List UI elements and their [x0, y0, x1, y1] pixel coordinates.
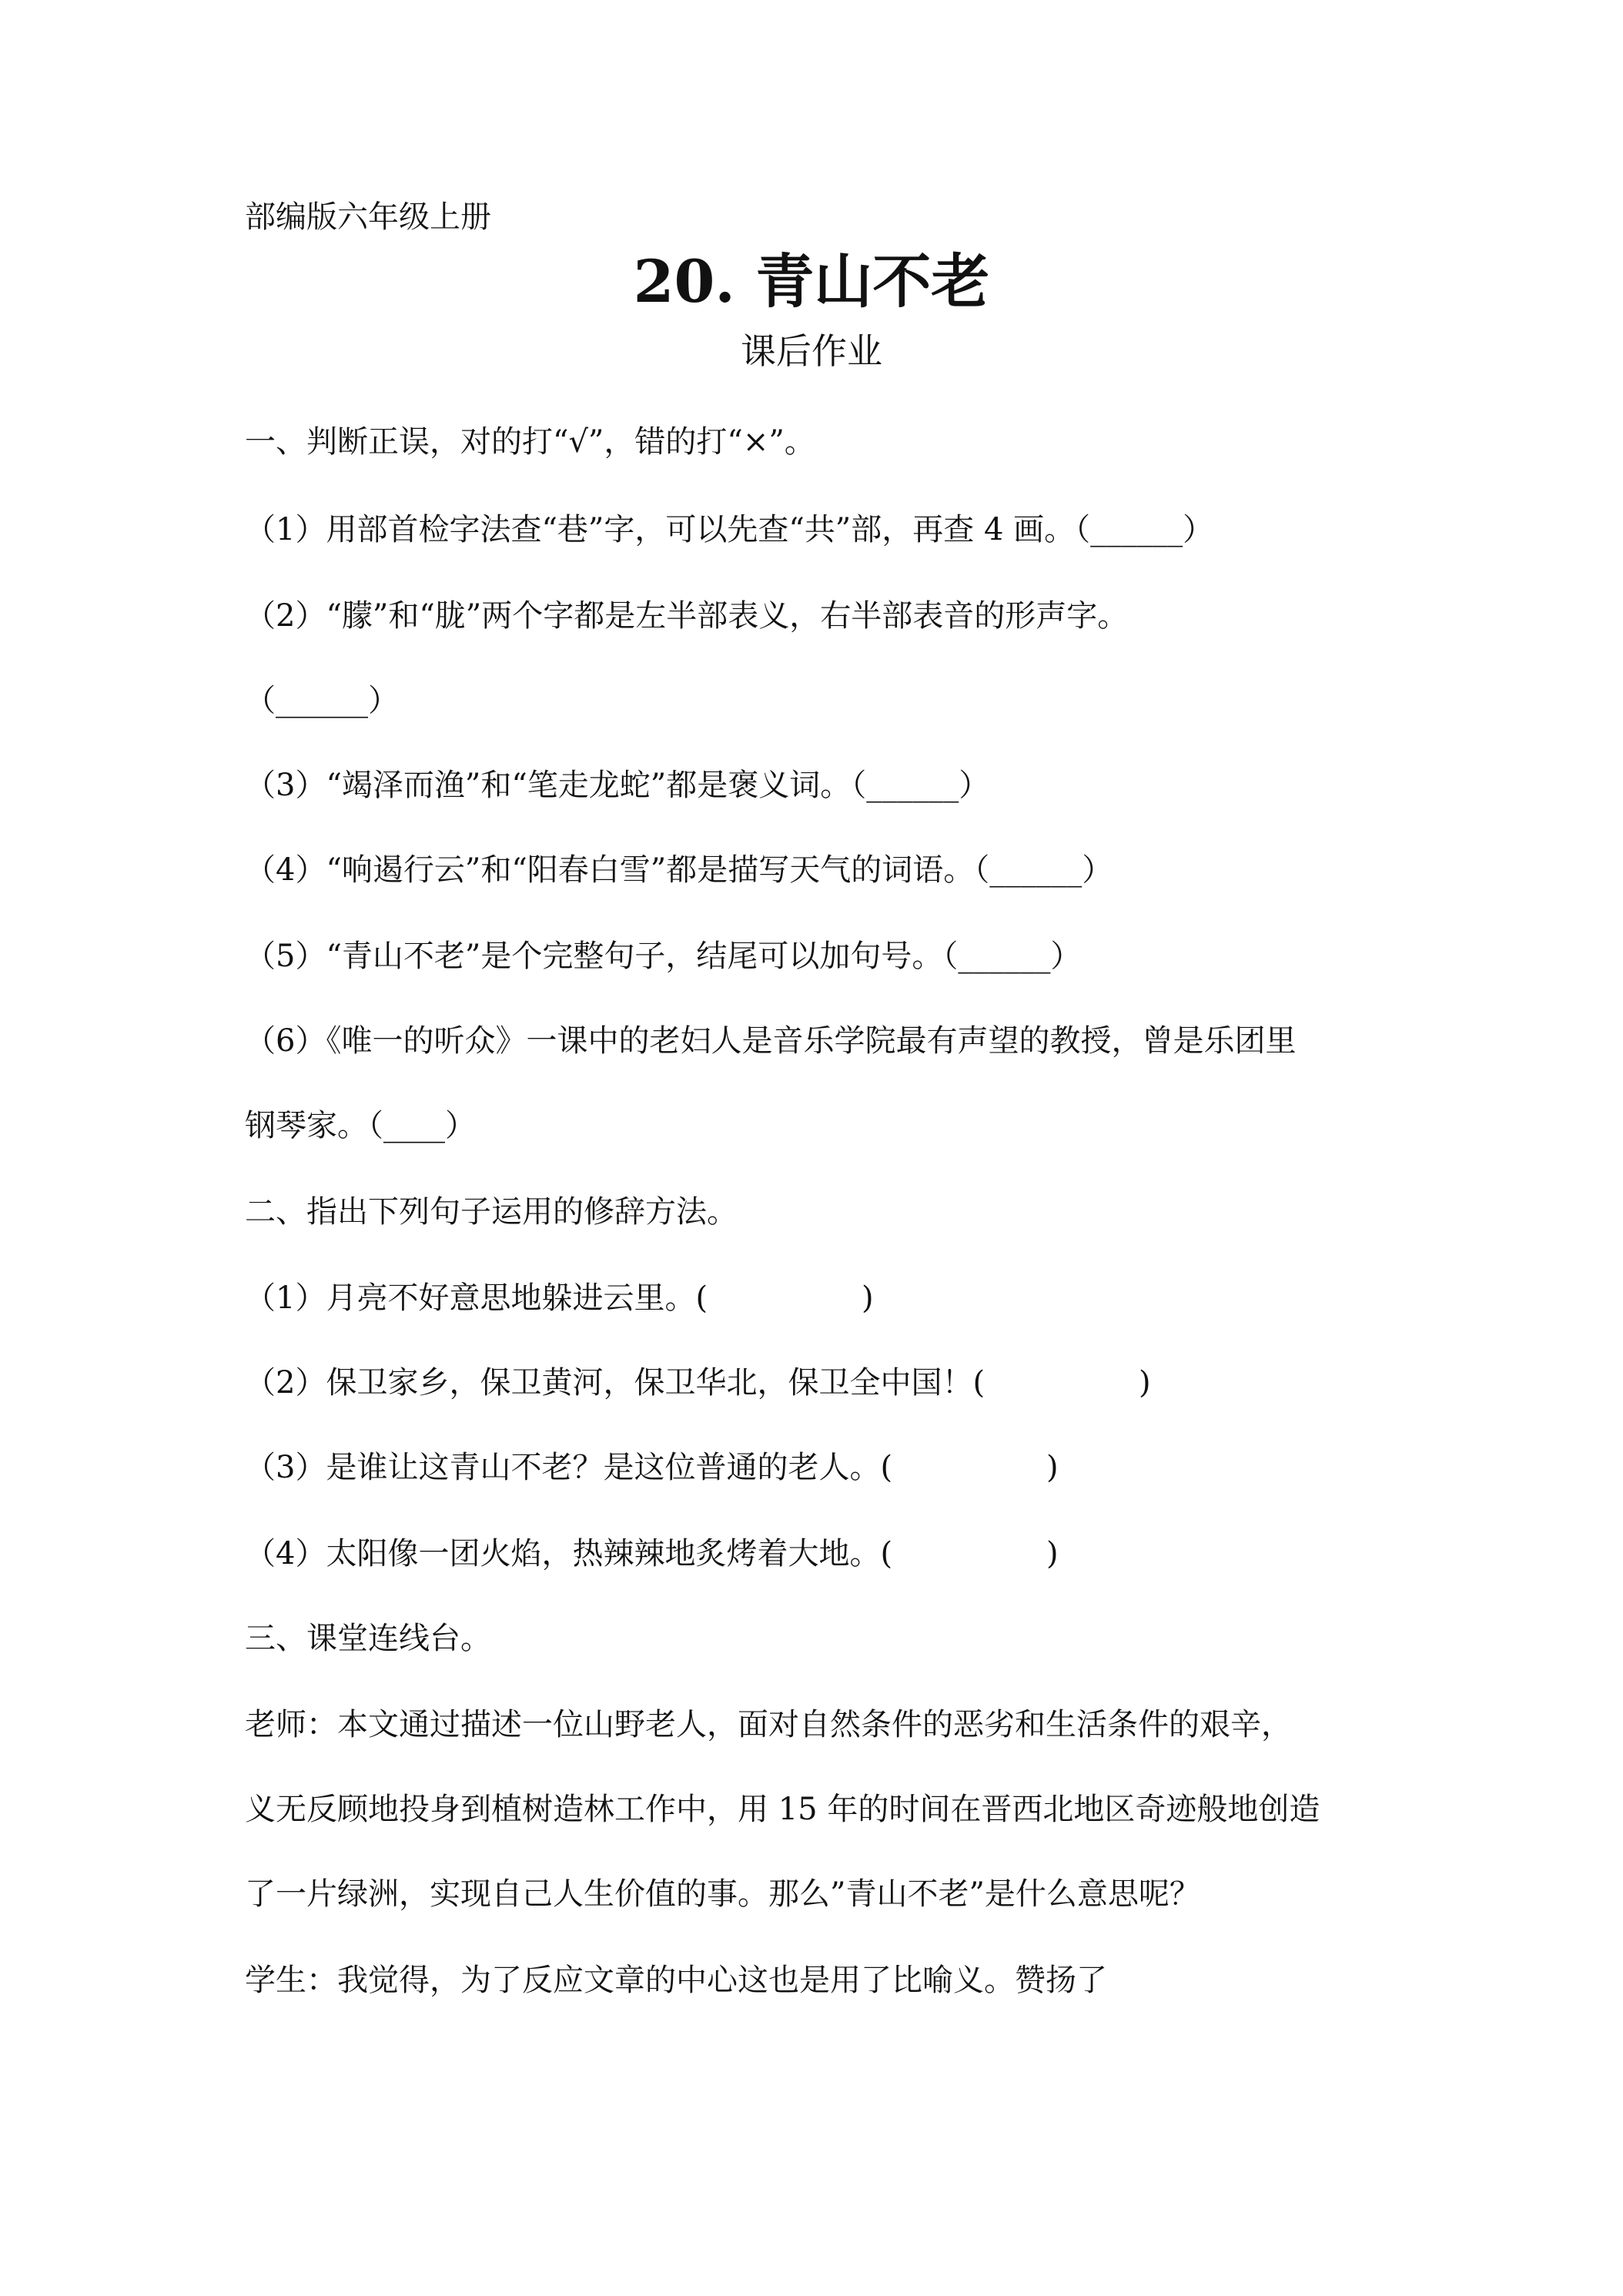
teacher-text-line-1: 老师：本文通过描述一位山野老人，面对自然条件的恶劣和生活条件的艰辛，: [245, 1707, 1292, 1742]
section1-question-4: （4）“响遏行云”和“阳春白雪”都是描写天气的词语。（______）: [245, 852, 1113, 888]
section1-question-3: （3）“竭泽而渔”和“笔走龙蛇”都是褒义词。（______）: [245, 768, 990, 803]
section3-heading: 三、课堂连线台。: [245, 1621, 491, 1656]
section1-question-5: （5）“青山不老”是个完整句子，结尾可以加句号。（______）: [245, 939, 1082, 974]
section1-question-2-answer: （______）: [245, 683, 399, 718]
section2-question-1: （1）月亮不好意思地躲进云里。( ): [245, 1280, 874, 1316]
page-subtitle: 课后作业: [741, 330, 882, 372]
student-text-line-1: 学生：我觉得，为了反应文章的中心这也是用了比喻义。赞扬了: [245, 1963, 1107, 1998]
section1-question-2: （2）“朦”和“胧”两个字都是左半部表义，右半部表音的形声字。: [245, 598, 1129, 634]
section1-heading: 一、判断正误，对的打“√”，错的打“×”。: [245, 424, 815, 460]
section1-question-6-cont: 钢琴家。（____）: [245, 1108, 476, 1143]
section2-heading: 二、指出下列句子运用的修辞方法。: [245, 1194, 738, 1230]
grade-label: 部编版六年级上册: [245, 199, 491, 235]
page-title: 20. 青山不老: [633, 247, 990, 316]
section2-question-2: （2）保卫家乡，保卫黄河，保卫华北，保卫全中国！( ): [245, 1365, 1151, 1401]
section1-question-1: （1）用部首检字法查“巷”字，可以先查“共”部，再查 4 画。（______）: [245, 512, 1214, 547]
section2-question-4: （4）太阳像一团火焰，热辣辣地炙烤着大地。( ): [245, 1536, 1059, 1571]
section1-question-6: （6）《唯一的听众》一课中的老妇人是音乐学院最有声望的教授，曾是乐团里: [245, 1023, 1297, 1059]
teacher-text-line-3: 了一片绿洲，实现自己人生价值的事。那么”青山不老”是什么意思呢？: [245, 1876, 1200, 1912]
teacher-text-line-2: 义无反顾地投身到植树造林工作中，用 15 年的时间在晋西北地区奇迹般地创造: [245, 1792, 1320, 1827]
section2-question-3: （3）是谁让这青山不老？是这位普通的老人。( ): [245, 1450, 1059, 1485]
